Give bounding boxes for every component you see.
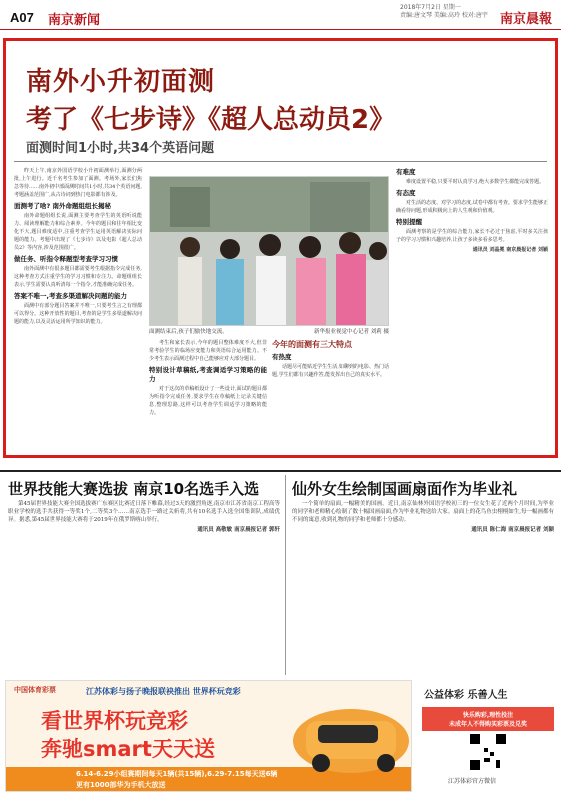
headline-rule bbox=[14, 161, 547, 162]
article-2-body bbox=[292, 500, 554, 670]
column-divider bbox=[285, 475, 286, 675]
lead-column-2 bbox=[149, 339, 267, 452]
photo-caption-block bbox=[149, 328, 389, 336]
side-title: 公益体彩 乐善人生 bbox=[424, 690, 508, 701]
ad-phone-line: 更有1000部华为手机大放送 bbox=[76, 781, 166, 789]
photo-credit: 新华报业视觉中心记者 刘莉 摄 bbox=[314, 329, 389, 335]
lottery-ad bbox=[5, 680, 412, 792]
subhead-5: 今年的面测有三大特点 bbox=[272, 340, 352, 349]
headline-line-1: 南外小升初面测 bbox=[26, 67, 216, 97]
subhead-6: 有热度 bbox=[272, 353, 292, 361]
article-1-byline: 通讯员 高敬敏 南京晨报记者 郭轩 bbox=[197, 527, 280, 533]
subhead-1: 面测考了啥? 南外命题组组长揭秘 bbox=[14, 202, 112, 210]
lead-story bbox=[3, 38, 558, 458]
students-photo-image bbox=[150, 177, 389, 326]
para-8: 对生活的态度、对学习的态度,试卷中都有考查。要求学生能够正确看待问题,形成积极向上的人生观和价值观。 bbox=[396, 200, 548, 214]
col3-text: 考生和家长表示,今年的题目整体难度不大,但非常考验学生的临场应变能力和英语综合运用能力。不少考生表示面测过程中自己能够应对大部分题目。 bbox=[149, 340, 267, 362]
article-1-title: 世界技能大赛选拔 南京10名选手入选 bbox=[8, 480, 260, 498]
side-line-1: 快乐购彩,理性投注 bbox=[462, 712, 514, 719]
subhead-9: 特别提醒 bbox=[396, 218, 422, 226]
lead-column-3 bbox=[272, 339, 389, 452]
para-3: 面测中有部分题目答案并不唯一,只要考生言之有理都可以得分。这种开放性的题目,考查的是学生多渠道解决问题的能力,以及灵活运用所学知识的能力。 bbox=[14, 303, 142, 325]
para-7: 难度设置平稳,只要平时认真学习,绝大多数学生都能完成答题。 bbox=[406, 179, 545, 185]
lower-rule bbox=[0, 470, 561, 472]
qr-code-icon bbox=[468, 732, 508, 772]
para-6: 话题尽可能贴近学生生活,如聊到的电影、热门话题,学生们都有兴趣作答,能发挥出自己的真实水平。 bbox=[272, 364, 389, 378]
subhead-4: 特别设计草稿纸,考查调适学习策略的能力 bbox=[149, 366, 267, 383]
page-number: A07 bbox=[10, 10, 34, 25]
side-line-2: 未成年人不得购买彩票及兑奖 bbox=[448, 721, 527, 728]
para-9: 面测考察的是学生的综合能力,家长不必过于焦虑,平时多关注孩子的学习习惯和兴趣培养,让孩子多读多看多思考。 bbox=[396, 229, 548, 243]
lottery-side-panel bbox=[418, 680, 558, 792]
article-2-text: 一个简单的扇面,一幅精美的国画。近日,南京仙林外国语学校初三的一位女生花了近两个月时间,为毕业的同学和老师精心绘制了数十幅国画扇面,作为毕业礼物送给大家。扇面上的花鸟鱼虫栩栩如生,每一幅画都有不同的寓意,收到礼物的同学和老师都十分感动。 bbox=[292, 501, 554, 523]
lead-photo bbox=[149, 176, 389, 326]
subheadline: 面测时间1小时,共34个英语问题 bbox=[26, 141, 215, 156]
article-2-byline: 通讯员 陈仁海 南京晨报记者 刘颖 bbox=[471, 527, 554, 533]
ad-prize-line: 6.14-6.29小组赛期间每天1辆(共15辆),6.29-7.15每天送6辆 bbox=[76, 770, 278, 778]
masthead-logo: 南京晨報 bbox=[500, 12, 553, 27]
para-1: 南外命题组组长说,面测主要考查学生的英语听说能力、阅读理解能力和综合素养。今年的题目和往年相比变化不大,题目难度适中,注重考查学生运用英语解决实际问题的能力。考题中出现了《七步诗》以及电影《超人总动员2》等内容,涉及范围很广。 bbox=[14, 213, 142, 251]
issue-date: 2018年7月2日 星期一 bbox=[400, 4, 461, 11]
para-2: 南外面测中有很多题目都需要考生根据指令完成任务,这种考查方式注重学生的学习习惯和专注力。命题组组长表示,学生需要认真听清每一个指令,才能准确完成任务。 bbox=[14, 266, 142, 288]
lead-column-1 bbox=[14, 167, 142, 452]
lead-column-4 bbox=[396, 167, 548, 452]
article-1-text: 第45届世界技能大赛全国选拔赛广东赛区比赛近日落下帷幕,经过3天的激烈角逐,南京市江苏省南京工程高等职业学校的选手共获得一等奖1个,二等奖3个……南京选手一路过关斩将,共有10名选手入选全国集训队,成绩优异。据悉,第45届世界技能大赛将于2019年在俄罗斯喀山举行。 bbox=[8, 501, 280, 523]
subhead-7: 有难度 bbox=[396, 168, 416, 176]
page-header bbox=[0, 0, 561, 30]
para-4: 对于这次的草稿纸设计了一些设计,面试的题目都为听指令完成任务,要求学生在草稿纸上记录关键信息,整理思路,这样可以考查学生调适学习策略的能力。 bbox=[149, 386, 267, 416]
intro-text: 昨天上午,南京外国语学校小升初面测举行,面测分两批,上午进行。近千名考生参加了面测。考场外,家长们焦急等待……南外初中部面测时间共1小时,共34个英语问题,考题涵盖范围广,从古诗词到热门电影都有涉及。 bbox=[14, 168, 142, 198]
ad-slogan-1: 看世界杯玩竞彩 bbox=[41, 709, 188, 733]
headline-line-2: 考了《七步诗》《超人总动员2》 bbox=[26, 105, 396, 135]
lead-byline: 通讯员 刘晶冕 南京晨报记者 刘颖 bbox=[472, 247, 548, 253]
article-1-body bbox=[8, 500, 280, 670]
subhead-8: 有态度 bbox=[396, 189, 416, 197]
ad-logo: 中国体育彩票 bbox=[14, 686, 56, 694]
ad-top-line: 江苏体彩与扬子晚报联袂推出 世界杯玩竞彩 bbox=[86, 687, 241, 696]
ad-slogan-2: 奔驰smart天天送 bbox=[41, 737, 215, 761]
subhead-3: 答案不唯一,考查多渠道解决问题的能力 bbox=[14, 292, 127, 300]
section-title: 南京新闻 bbox=[48, 13, 101, 28]
article-2-title: 仙外女生绘制国画扇面作为毕业礼 bbox=[292, 480, 518, 498]
qr-caption: 江苏体彩官方微信 bbox=[448, 778, 497, 785]
editors: 责编:唐文琴 美编:高玲 校对:唐宇 bbox=[400, 12, 488, 19]
issue-meta bbox=[400, 4, 500, 20]
photo-caption: 面测结束后,孩子们愉快地交流。 bbox=[149, 329, 228, 335]
side-banner bbox=[422, 707, 554, 731]
subhead-2: 做任务、听指令释题型考查学习习惯 bbox=[14, 255, 118, 263]
